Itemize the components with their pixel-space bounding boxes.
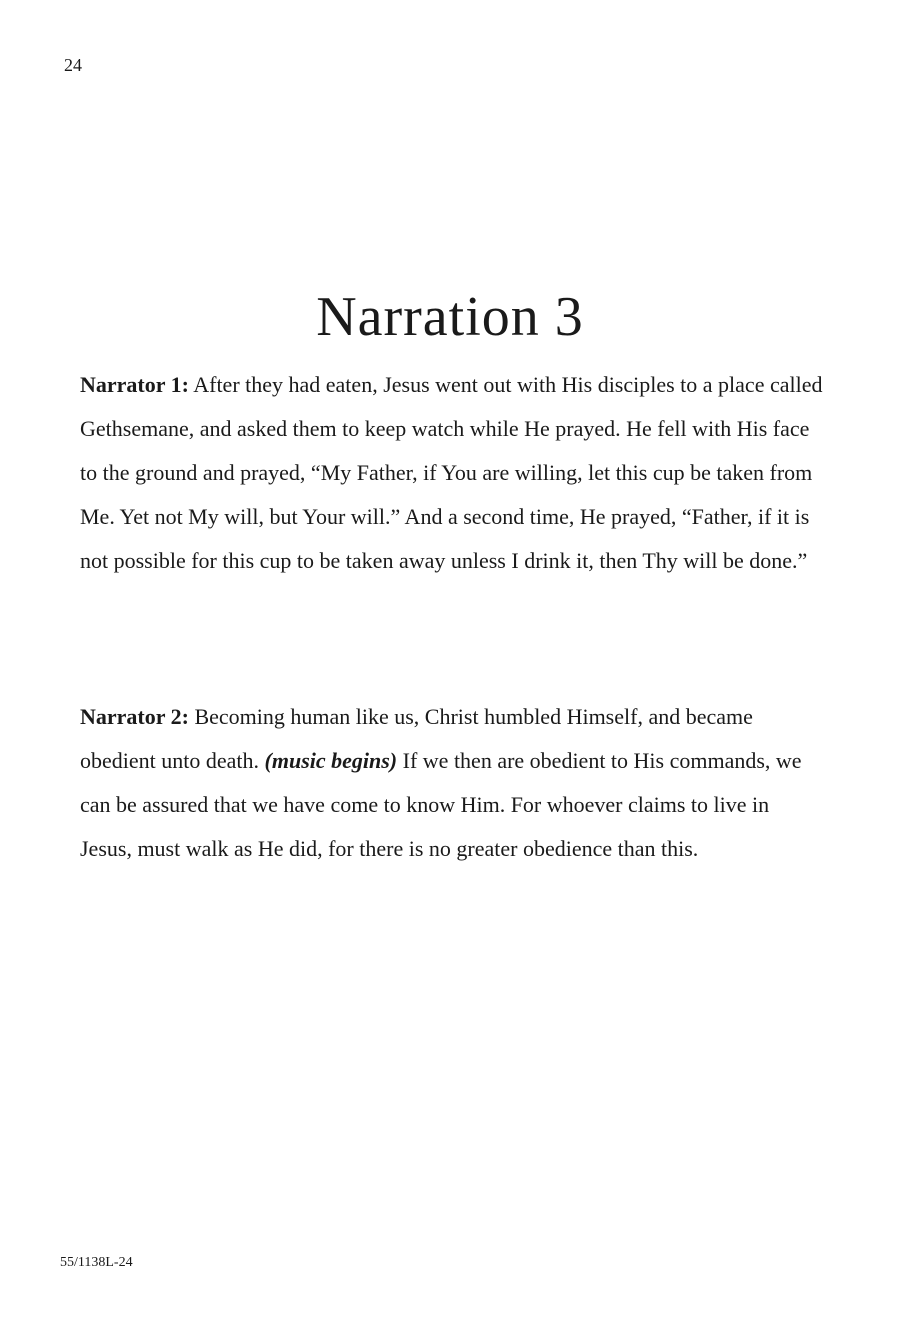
catalog-code: 55/1138L-24 (60, 1255, 133, 1270)
speaker-label: Narrator 2: (80, 704, 189, 729)
narration-paragraph-1 (80, 363, 825, 583)
narration-paragraph-2 (80, 695, 825, 871)
page-number: 24 (64, 55, 82, 75)
page-title: Narration 3 (316, 286, 584, 348)
narration-text: Becoming human like us, Christ humbled Himself, and became obedient unto death. (80, 704, 753, 773)
narration-text: If we then are obedient to His commands, we can be assured that we have come to know Him. For whoever claims to live in Jesus, must walk as He did, for there is no greater obedience than this. (80, 748, 802, 861)
narration-text: After they had eaten, Jesus went out with His disciples to a place called Gethsemane, and asked them to keep watch while He prayed. He fell with His face to the ground and prayed, “My Father, if You are willing, let this cup be taken from Me. Yet not My will, but Your will.” And a second time, He prayed, “Father, if it is not possible for this cup to be taken away unless I drink it, then Thy will be done.” (80, 372, 823, 573)
stage-cue: (music begins) (264, 748, 398, 773)
speaker-label: Narrator 1: (80, 372, 189, 397)
